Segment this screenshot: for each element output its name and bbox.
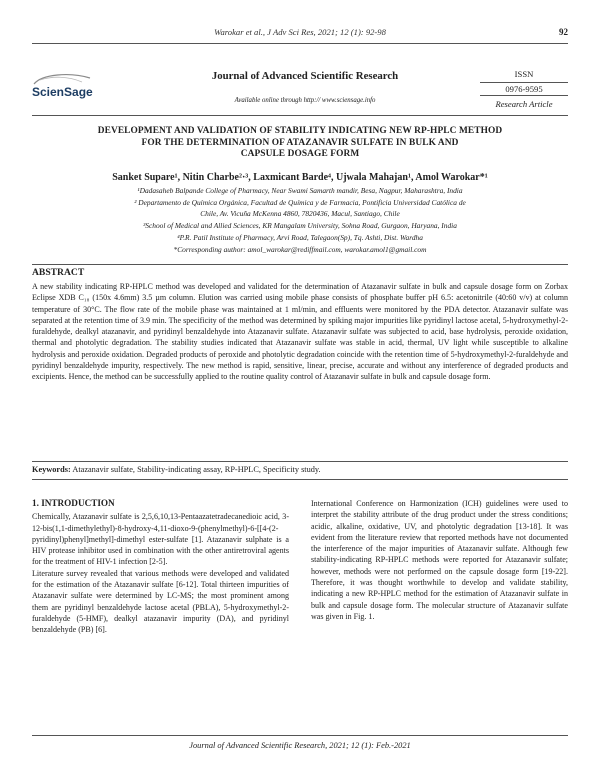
issn-number: 0976-9595	[480, 82, 568, 96]
issn-box	[480, 68, 568, 110]
journal-name: Journal of Advanced Scientific Research	[211, 70, 399, 82]
keywords-text: Atazanavir sulfate, Stability-indicating assay, RP-HPLC, Specificity study.	[70, 465, 321, 474]
title-line: DEVELOPMENT AND VALIDATION OF STABILITY INDICATING NEW RP-HPLC METHOD	[97, 126, 503, 136]
affiliation: ⁴P.R. Patil Institute of Pharmacy, Arvi Road, Talegaon(Sp), Tq. Ashti, Dist. Wardha	[177, 233, 423, 242]
corresponding-author[interactable]: *Corresponding author: amol_warokar@rediffmail.com, warokar.amol1@gmail.com	[173, 245, 427, 254]
abstract-top-rule	[32, 264, 568, 265]
author-list: Sanket Supare¹, Nitin Charbe²·³, Laxmicant Barde⁴, Ujwala Mahajan¹, Amol Warokar*¹	[112, 172, 488, 183]
keywords-bottom-rule	[32, 479, 568, 480]
running-header: Warokar et al., J Adv Sci Res, 2021; 12 (1): 92-98	[214, 27, 386, 37]
keywords	[32, 465, 568, 474]
title-line: CAPSULE DOSAGE FORM	[240, 149, 360, 159]
paragraph: Literature survey revealed that various methods were developed and validated for the estimation of the Atazanavir sulfate [6-12]. Total thirteen impurities of Atazanavir sulfate were determined by LC-MS; the most prominent among them are pyridinyl benzaldehyde lactose acetal (PBLA), 5-hydroxymethyl-2-furaldehyde (5-HMF), dealkyl atazanavir impurity (DA), and pyridinyl benzaldehyde (PB) [6].	[32, 568, 289, 635]
right-column	[311, 498, 568, 622]
page-number: 92	[559, 27, 568, 37]
affiliation: ¹Dadasaheb Balpande College of Pharmacy, Near Swami Samarth mandir, Besa, Nagpur, Maharashtra, India	[137, 186, 463, 195]
article-type: Research Article	[495, 99, 553, 109]
logo-text: ScienSage	[32, 85, 93, 99]
keywords-label: Keywords:	[32, 465, 71, 474]
page-footer: Journal of Advanced Scientific Research, 2021; 12 (1): Feb.-2021	[189, 741, 411, 750]
title-line: FOR THE DETERMINATION OF ATAZANAVIR SULFATE IN BULK AND	[141, 137, 459, 148]
abstract-heading: ABSTRACT	[32, 267, 85, 278]
introduction-heading: 1. INTRODUCTION	[32, 498, 115, 508]
affiliation: ² Departamento de Química Orgánica, Facultad de Química y de Farmacia, Pontificia Universidad Católica de	[134, 198, 466, 207]
keywords-top-rule	[32, 461, 568, 462]
available-online[interactable]: Available online through http:// www.sciensage.info	[234, 97, 376, 104]
left-column	[32, 498, 289, 636]
header-rule	[32, 43, 568, 44]
masthead-rule	[32, 115, 568, 116]
affiliation: Chile, Av. Vicuña McKenna 4860, 7820436, Macul, Santiago, Chile	[200, 209, 400, 218]
article-title	[50, 126, 550, 161]
sciensage-logo	[30, 70, 110, 104]
issn-label: ISSN	[514, 69, 534, 79]
affiliation: ³School of Medical and Allied Sciences, KR Mangalam University, Sohna Road, Gurgaon, Haryana, India	[143, 221, 457, 230]
paragraph: Chemically, Atazanavir sulfate is 2,5,6,10,13-Pentaazatetradecanedioic acid, 3-12-bis(1,1-dimethylethyl)-8-hydroxy-4,11-dioxo-9-(phenylmethyl)-6-[[4-(2-pyridinyl)phenyl]methyl]-dimethyl ester-sulfate [1]. Atazanavir sulphate is a HIV protease inhibitor used in combination with the other antiretroviral agents for the treatment of HIV-1 infection [2-5].	[32, 512, 289, 567]
paragraph: International Conference on Harmonization (ICH) guidelines were used to interpret the stability attribute of the drug product under the stress conditions; acidic, alkaline, oxidative, UV, and photolytic degradation [13-18]. It was evident from the literature review that reported methods have not documented the interference of the major impurities of Atazanavir sulfate. Although few stability-indicating RP-HPLC methods were reported for Atazanavir sulfate; however, methods were not performed on the capsule dosage form [19-22]. Therefore, it was thought worthwhile to develop and validate stability, indicating a new RP-HPLC method for the estimation of Atazanavir sulfate in bulk and capsule dosage form. The molecular structure of Atazanavir sulfate was given in Fig. 1.	[311, 499, 568, 621]
footer-rule	[32, 735, 568, 736]
abstract-text: A new stability indicating RP-HPLC method was developed and validated for the determination of Atazanavir sulfate in bulk and capsule dosage form on Zorbax Eclipse XDB C₁₈ (150x 4.6mm) 3.5 µm column. Elution was carried using mobile phase consists of phosphate buffer pH 6.5: acetonitrile (40:60 v/v) at column temperature of 30°C. The flow rate of the mobile phase was maintained at 1 ml/min, and effluents were monitored by the PDA detector. Atazanavir sulfate was separated at the retention time of 3.9 min. The specificity of the method was determined by spiking major impurities like pyridinyl lactose acetal, 5-hydroxymethyl-2-furaldehyde, dealkyl atazanavir, and pyridinyl benzaldehyde into Atazanavir sulfate. Atazanavir sulfate was subjected to acid, base hydrolysis, peroxide oxidation, thermal and photolytic degradation. The stability studies indicated that Atazanavir sulfate was stable in acid, thermal, UV light while susceptible to alkaline hydrolysis and peroxide oxidation. Degraded products of peroxide and photolytic degradation coincide with the retention time of 5-hydroxymethyl-2-furaldehyde and pyridinyl benzaldehyde impurity, respectively. The new method is rapid, sensitive, linear, precise, accurate and without any interference of degraded products and excipients. Hence, the method can be successfully applied to the routine quality control of Atazanavir sulfate in bulk and capsule dosage form.	[32, 282, 568, 382]
